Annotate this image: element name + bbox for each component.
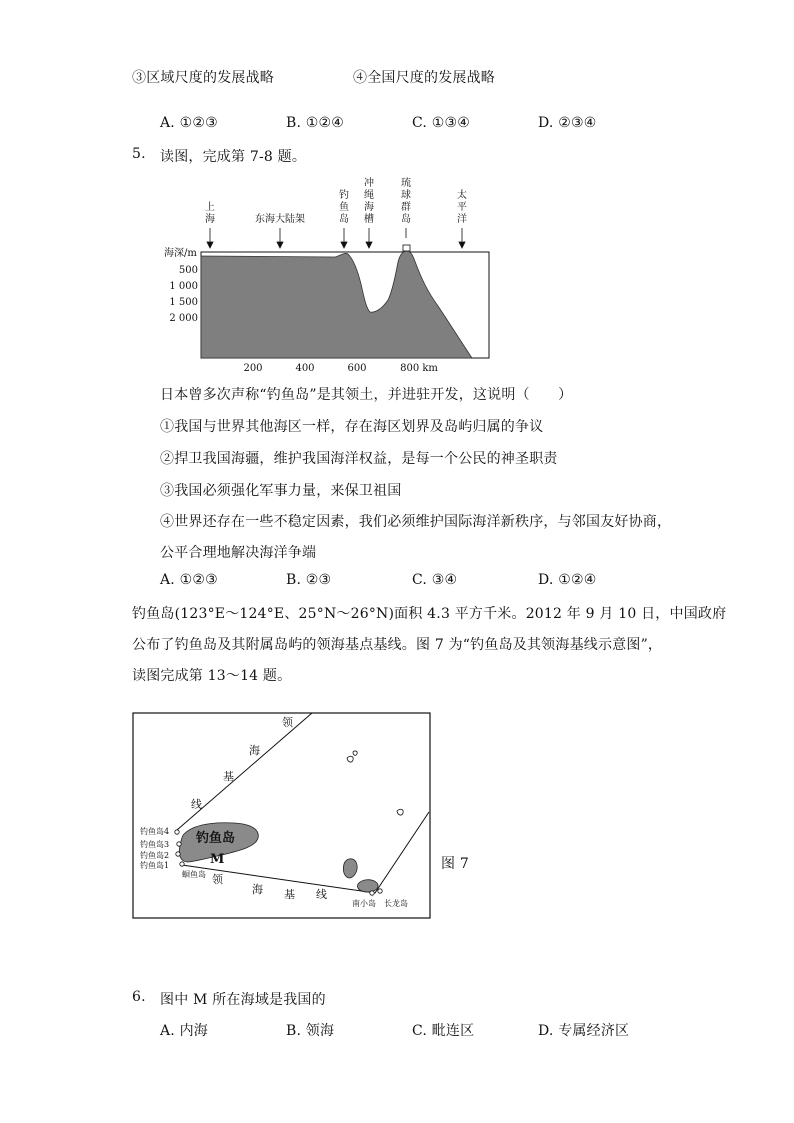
x-tick-400: 400 — [295, 363, 315, 374]
figure-7-caption: 图 7 — [441, 856, 469, 872]
q5-intro: 读图，完成第 7-8 题。 — [160, 149, 307, 165]
q6-option-c: C. 毗连区 — [412, 1023, 475, 1039]
passage-line-2: 公布了钓鱼岛及其附属岛屿的领海基点基线。图 7 为“钓鱼岛及其领海基线示意图”， — [132, 637, 663, 653]
label-okinawa-3: 海 — [364, 202, 374, 213]
changlong-island-shape — [358, 880, 378, 892]
label-pacific-2: 平 — [457, 202, 467, 213]
point-label-huayu: 蛔鱼岛 — [182, 870, 206, 879]
q6-stem: 图中 M 所在海域是我国的 — [160, 992, 326, 1008]
label-ryukyu-1: 琉 — [401, 178, 411, 189]
q6-number: 6. — [132, 989, 146, 1005]
label-diaoyu-1: 钓 — [339, 190, 349, 201]
q5-option-b: B. ②③ — [286, 572, 332, 588]
prev-option-a: A. ①②③ — [160, 115, 218, 131]
q5-option-a: A. ①②③ — [160, 572, 218, 588]
q5-number: 5. — [132, 146, 146, 162]
small-islet-3 — [397, 809, 403, 815]
q5-statement-2: ②捍卫我国海疆，维护我国海洋权益，是每一个公民的神圣职责 — [160, 451, 558, 467]
q6-option-a: A. 内海 — [160, 1023, 209, 1039]
label-okinawa-2: 绳 — [364, 190, 374, 201]
q5-statement-4-cont: 公平合理地解决海洋争端 — [160, 545, 317, 561]
y-tick-1000: 1 000 — [169, 281, 198, 292]
y-axis-title: 海深/m — [164, 248, 197, 259]
label-okinawa-4: 槽 — [364, 214, 374, 225]
baseline-upper-char-1: 领 — [282, 716, 293, 729]
prev-option-c: C. ①③④ — [412, 115, 470, 131]
map-frame — [133, 713, 430, 918]
label-ryukyu-2: 球 — [401, 190, 411, 201]
q5-option-d: D. ①②④ — [538, 572, 597, 588]
q5-option-c: C. ③④ — [412, 572, 458, 588]
baseline-upper-char-4: 线 — [191, 798, 202, 811]
diaoyu-baseline-map — [132, 712, 432, 920]
point-label-1: 钓鱼岛1 — [140, 861, 170, 870]
point-label-2: 钓鱼岛2 — [140, 851, 170, 860]
passage-line-3: 读图完成第 13～14 题。 — [132, 668, 292, 684]
label-diaoyu-2: 鱼 — [339, 202, 349, 213]
label-east-china-shelf: 东海大陆架 — [255, 214, 305, 225]
point-label-3: 钓鱼岛3 — [140, 840, 170, 849]
prev-option-d: D. ②③④ — [538, 115, 597, 131]
passage-line-1: 钓鱼岛(123°E～124°E、25°N～26°N)面积 4.3 平方千米。2012 年 9 月 10 日，中国政府 — [132, 606, 727, 622]
q6-option-b: B. 领海 — [286, 1023, 335, 1039]
y-tick-1500: 1 500 — [169, 297, 198, 308]
ryukyu-island-marker — [403, 245, 410, 251]
label-ryukyu-4: 岛 — [401, 214, 411, 225]
q5-stem: 日本曾多次声称“钓鱼岛”是其领土，并进驻开发，这说明（ ） — [160, 387, 573, 403]
diaoyu-island-label: 钓鱼岛 — [196, 831, 236, 846]
baseline-lower-char-3: 基 — [284, 888, 295, 901]
x-tick-800: 800 km — [400, 363, 438, 374]
label-okinawa-1: 冲 — [364, 178, 374, 189]
q5-statement-1: ①我国与世界其他海区一样，存在海区划界及岛屿归属的争议 — [160, 419, 544, 435]
label-pacific-3: 洋 — [457, 214, 467, 225]
small-islet-2 — [353, 751, 357, 755]
prev-option-b: B. ①②④ — [286, 115, 345, 131]
statement-3: ③区域尺度的发展战略 — [132, 70, 274, 86]
baseline-lower-char-2: 海 — [252, 883, 263, 896]
label-shanghai-2: 海 — [205, 214, 215, 225]
q5-statement-4: ④世界还存在一些不稳定因素，我们必须维护国际海洋新秩序，与邻国友好协商， — [160, 514, 672, 530]
ocean-profile-figure — [160, 172, 500, 377]
label-diaoyu-3: 岛 — [339, 214, 349, 225]
point-label-changlong: 长龙岛 — [384, 899, 408, 908]
label-pacific-1: 太 — [457, 190, 467, 201]
statement-4: ④全国尺度的发展战略 — [353, 70, 495, 86]
x-tick-600: 600 — [347, 363, 367, 374]
point-label-nanxiao: 南小岛 — [352, 899, 376, 908]
q6-option-d: D. 专属经济区 — [538, 1023, 630, 1039]
y-tick-2000: 2 000 — [169, 313, 198, 324]
baseline-upper-char-3: 基 — [223, 770, 234, 783]
point-label-4: 钓鱼岛4 — [140, 827, 170, 836]
small-islet-1 — [347, 756, 353, 762]
x-tick-200: 200 — [243, 363, 263, 374]
baseline-upper-char-2: 海 — [249, 744, 260, 757]
m-marker: M — [210, 852, 225, 867]
y-tick-500: 500 — [178, 265, 198, 276]
baseline-lower-char-1: 领 — [212, 873, 223, 886]
baseline-lower-char-4: 线 — [316, 888, 327, 901]
label-shanghai-1: 上 — [205, 202, 215, 213]
label-ryukyu-3: 群 — [401, 202, 411, 213]
q5-statement-3: ③我国必须强化军事力量，来保卫祖国 — [160, 483, 402, 499]
